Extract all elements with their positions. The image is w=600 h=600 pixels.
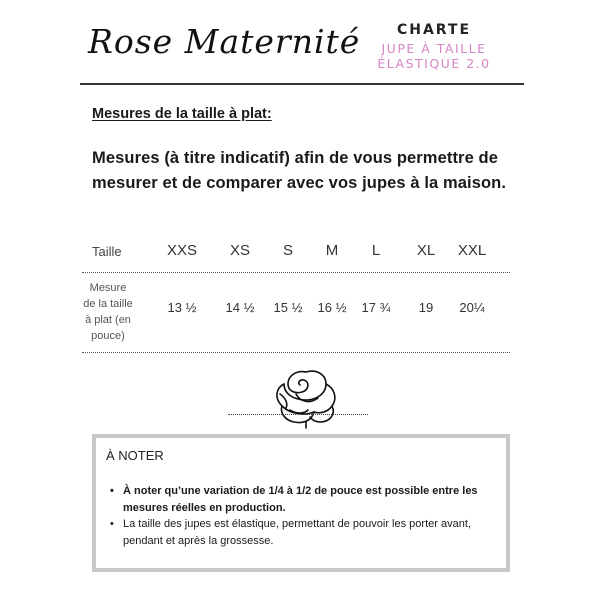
header-divider <box>80 83 524 85</box>
measure-value-xxl: 20¼ <box>459 300 485 315</box>
size-header-xxs: XXS <box>166 242 197 259</box>
chart-title: CHARTE <box>396 22 472 38</box>
section-title: Mesures de la taille à plat: <box>92 106 272 122</box>
size-header-xxl: XXL <box>457 242 487 259</box>
measure-value-m: 16 ½ <box>317 300 347 315</box>
measure-value-xxs: 13 ½ <box>167 300 197 315</box>
table-divider-top <box>82 272 510 273</box>
size-header-m: M <box>325 242 339 259</box>
rose-icon <box>266 364 346 430</box>
size-header-xl: XL <box>416 242 436 259</box>
brand-logo: Rose Maternité <box>88 22 361 61</box>
decorative-dotted-line <box>228 414 368 415</box>
measure-value-xs: 14 ½ <box>225 300 255 315</box>
measure-value-l: 17 ¾ <box>361 300 391 315</box>
table-divider-bottom <box>82 352 510 353</box>
note-item-variation: • À noter qu’une variation de 1/4 à 1/2 de pouce est possible entre les mesures réelles en production. <box>106 483 491 516</box>
intro-paragraph: Mesures (à titre indicatif) afin de vous permettre de mesurer et de comparer avec vos jupes à la maison. <box>92 149 507 192</box>
chart-title-block <box>362 22 506 71</box>
note-list <box>106 483 491 549</box>
measure-value-xl: 19 <box>418 300 434 315</box>
measure-row-label: Mesure de la taille à plat (en pouce) <box>83 282 133 342</box>
product-name-line2: ÉLASTIQUE 2.0 <box>377 56 491 71</box>
product-name-line1: JUPE À TAILLE <box>381 41 487 56</box>
note-title: À NOTER <box>106 448 164 463</box>
size-row-label: Taille <box>92 244 122 259</box>
note-box <box>92 434 510 572</box>
size-header-s: S <box>282 242 293 259</box>
size-header-xs: XS <box>229 242 250 259</box>
note-item-elastic: • La taille des jupes est élastique, permettant de pouvoir les porter avant, pendant et après la grossesse. <box>106 516 491 549</box>
size-header-l: L <box>371 242 381 259</box>
measure-value-s: 15 ½ <box>273 300 303 315</box>
